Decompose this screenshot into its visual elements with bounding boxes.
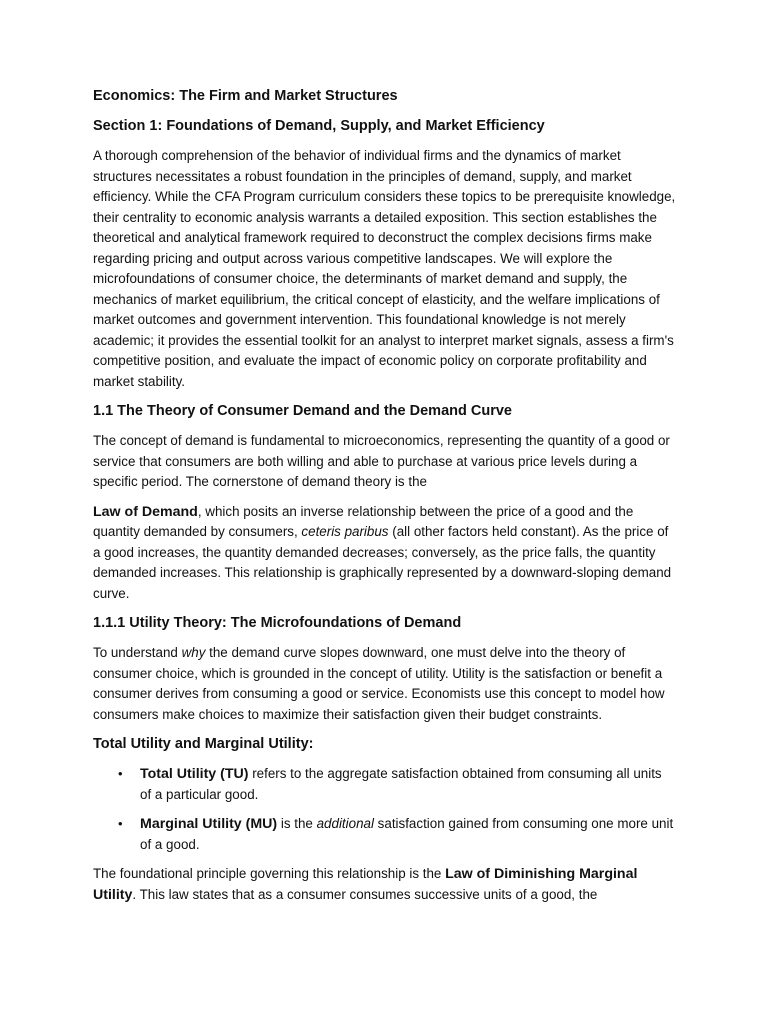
utility-theory-paragraph (93, 643, 676, 725)
utility-text-a: To understand (93, 645, 182, 660)
diminishing-utility-paragraph (93, 864, 676, 905)
law-of-diminishing-marginal-utility-term: Law of Diminishing Marginal Utility (93, 866, 638, 903)
list-item-marginal-utility (118, 814, 676, 855)
document-title: Economics: The Firm and Market Structures (93, 88, 398, 104)
total-utility-text: refers to the aggregate satisfaction obtained from consuming all units of a particular good. (140, 766, 662, 802)
law-of-demand-text-a: , which posits an inverse relationship between the price of a good and the quantity demanded by consumers, (93, 503, 634, 539)
section-1-intro-paragraph: A thorough comprehension of the behavior of individual firms and the dynamics of market structures necessitates a robust foundation in the principles of demand, supply, and market efficiency. While the CFA Program curriculum considers these topics to be prerequisite knowledge, their centrality to economic analysis warrants a detailed exposition. This section establishes the theoretical and analytical framework required to deconstruct the complex decisions firms make regarding pricing and output across various competitive landscapes. We will explore the microfoundations of consumer choice, the determinants of market demand and supply, the mechanics of market equilibrium, the critical concept of elasticity, and the welfare implications of market outcomes and government intervention. This foundational knowledge is not merely academic; it provides the essential toolkit for an analyst to interpret market signals, assess a firm's competitive position, and evaluate the impact of economic policy on corporate profitability and market stability. (93, 148, 676, 389)
bullet-icon: • (118, 816, 123, 831)
diminishing-text-a: The foundational principle governing this relationship is the (93, 866, 446, 881)
diminishing-text-b: . This law states that as a consumer consumes successive units of a good, the (132, 886, 598, 902)
ceteris-paribus-term: ceteris paribus (301, 524, 389, 539)
law-of-demand-term: Law of Demand (93, 503, 198, 520)
marginal-utility-term: Marginal Utility (MU) (140, 816, 278, 832)
utility-definition-list (93, 764, 676, 855)
marginal-utility-text-a: is the (277, 816, 317, 831)
law-of-demand-paragraph (93, 502, 676, 605)
why-emphasis: why (181, 645, 206, 660)
demand-concept-paragraph: The concept of demand is fundamental to microeconomics, representing the quantity of a good or service that consumers are both willing and able to purchase at various price levels during a specific period. The cornerstone of demand theory is the (93, 433, 670, 489)
utility-text-b: the demand curve slopes downward, one must delve into the theory of consumer choice, which is grounded in the concept of utility. Utility is the satisfaction or benefit a consumer derives from consuming a good or service. Economists use this concept to model how consumers make choices to maximize their satisfaction given their budget constraints. (93, 645, 665, 722)
law-of-demand-text-b: (all other factors held constant). As the price of a good increases, the quantity demanded decreases; conversely, as the price falls, the quantity demanded increases. This relationship is graphically represented by a downward-sloping demand curve. (93, 524, 672, 601)
subsection-1-1-1-heading: 1.1.1 Utility Theory: The Microfoundations of Demand (93, 615, 462, 631)
total-marginal-utility-heading: Total Utility and Marginal Utility: (93, 736, 314, 752)
additional-emphasis: additional (316, 816, 374, 831)
marginal-utility-text-b: satisfaction gained from consuming one more unit of a good. (140, 816, 674, 852)
total-utility-term: Total Utility (TU) (140, 766, 249, 782)
list-item-total-utility (118, 764, 676, 805)
section-1-heading: Section 1: Foundations of Demand, Supply, and Market Efficiency (93, 118, 545, 134)
subsection-1-1-heading: 1.1 The Theory of Consumer Demand and the Demand Curve (93, 403, 512, 419)
bullet-icon: • (118, 766, 123, 781)
